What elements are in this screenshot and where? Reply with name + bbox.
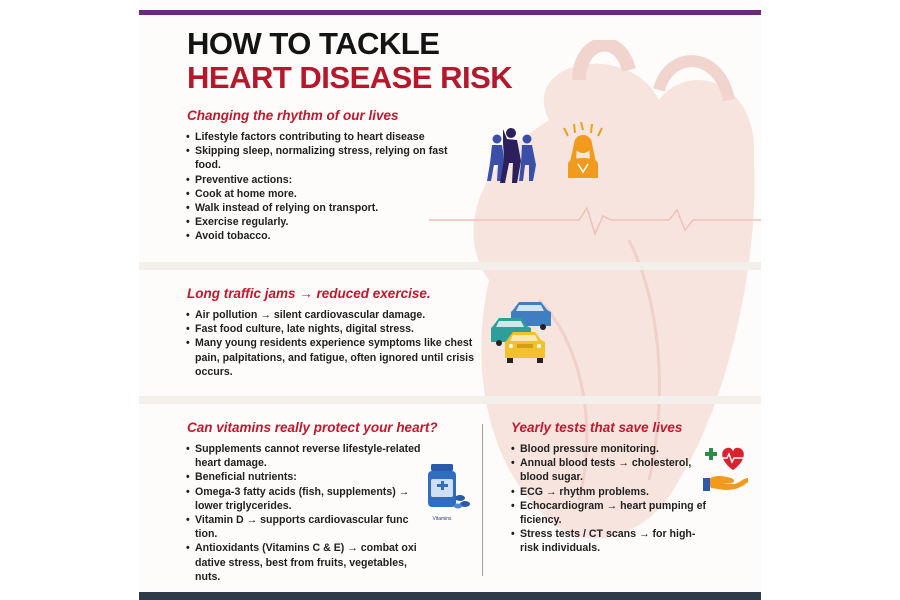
stressed-person-icon <box>554 122 612 180</box>
title-line-1: HOW TO TACKLE <box>187 26 440 61</box>
vitamins-heading: Can vitamins really protect your heart? <box>187 420 438 435</box>
list-item: • Blood pressure monitoring. <box>511 442 711 456</box>
exercising-people-icon <box>487 125 539 185</box>
section-divider-band <box>139 396 761 404</box>
traffic-list <box>176 308 486 379</box>
list-item: • Omega-3 fatty acids (fish, supplements) → lower triglycerides. <box>186 485 426 513</box>
list-item: • Many young residents experience symptoms like chest pain, palpitations, and fatigue, often ignored until crisis occurs. <box>186 336 486 379</box>
section-divider-band <box>139 262 761 270</box>
title-line-2: HEART DISEASE RISK <box>187 60 513 95</box>
list-item: • Avoid tobacco. <box>186 229 456 243</box>
vitamin-bottle-icon <box>425 462 471 526</box>
vitamins-list <box>176 442 426 584</box>
top-accent-bar <box>139 10 761 15</box>
tests-list <box>501 442 711 556</box>
vitamin-bottle-label: Vitamins <box>432 516 452 522</box>
list-item: • Exercise regularly. <box>186 215 456 229</box>
list-item: • Skipping sleep, normalizing stress, relying on fast food. <box>186 144 456 172</box>
list-item: • Preventive actions: <box>186 173 456 187</box>
list-item: • Supplements cannot reverse lifestyle-related heart damage. <box>186 442 426 470</box>
heart-care-hand-icon <box>701 442 751 494</box>
footer-bar <box>139 592 761 600</box>
rhythm-heading: Changing the rhythm of our lives <box>187 108 399 123</box>
traffic-cars-icon <box>489 300 553 366</box>
list-item: • Cook at home more. <box>186 187 456 201</box>
list-item: • ECG → rhythm problems. <box>511 485 711 499</box>
tests-heading: Yearly tests that save lives <box>511 420 683 435</box>
list-item: • Lifestyle factors contributing to heart disease <box>186 130 456 144</box>
list-item: • Walk instead of relying on transport. <box>186 201 456 215</box>
list-item: • Air pollution → silent cardiovascular damage. <box>186 308 486 322</box>
infographic-poster <box>139 0 761 600</box>
list-item: • Stress tests / CT scans → for high-risk individuals. <box>511 527 711 555</box>
traffic-heading: Long traffic jams → reduced exercise. <box>187 286 431 301</box>
list-item: • Echocardiogram → heart pumping ef ficiency. <box>511 499 711 527</box>
list-item: • Beneficial nutrients: <box>186 470 426 484</box>
list-item: • Annual blood tests → cholesterol, blood sugar. <box>511 456 711 484</box>
list-item: • Vitamin D → supports cardiovascular func tion. <box>186 513 426 541</box>
rhythm-list <box>176 130 456 244</box>
list-item: • Antioxidants (Vitamins C & E) → combat oxi dative stress, best from fruits, vegetables, nuts. <box>186 541 426 584</box>
column-divider <box>482 424 483 576</box>
list-item: • Fast food culture, late nights, digital stress. <box>186 322 486 336</box>
